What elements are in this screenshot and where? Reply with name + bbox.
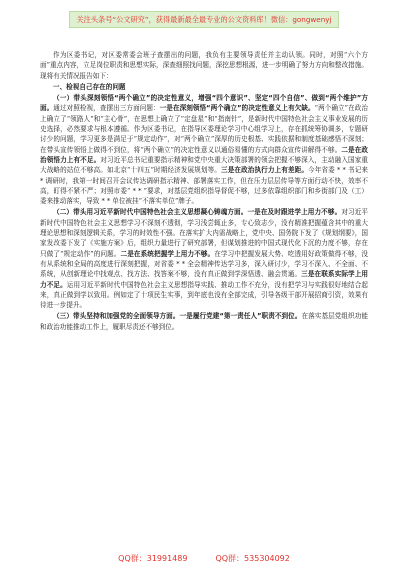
point-1-2-body: 对习近平总书记重要指示精神和党中央重大决策部署的领会把握不够深入，主动融入国家重大战略的站位不够高。如北京“十四五”时期经济发展规划等。 xyxy=(40,155,369,175)
subsection-1 xyxy=(40,93,368,206)
subsection-1-title: （一）带头深刻领悟“两个确立”的决定性意义，增强“四个意识”、坚定“四个自信”、做到“两个维护”方面。 xyxy=(40,94,368,113)
point-2-2-body: 在学习中把握发展大势、吃透用好政策做得不够，没有从系统和全局的高度进行深刻把握，对省委 * * 全会精神传达学习多，深入研讨少，学习不深入、不全面、不系统，从创新理论中找观点、找方法、找答案不够，没有真正做到学深悟透、融会贯通。 xyxy=(40,249,369,279)
document-body xyxy=(40,50,368,333)
point-2-3-body: 运用习近平新时代中国特色社会主义思想指导实践、推动工作不充分，没有把学习与实践很好地结合起来，真正做到学以致用。例如定了十项民生实事，到年底也没有全部完成，引导各级干部开展招商引资，效果有待进一步提升。 xyxy=(40,280,369,310)
footer xyxy=(0,553,408,564)
point-1-3-body: 今年省委 * * 书记来 * 调研时，我第一时间召开会议传达调研指示精神、部署落实工作，但在压力层层传导等方面行动不快，效率不高，盯得不紧不严；对照市委“ * * ”要求，对基层党组织指导督促不够，过多依靠组织部门和乡街部门及（工）委来推动落实，导致 * * 单位被挂“不落实单位”牌子。 xyxy=(40,166,369,206)
section-heading-1: 一、检视自己存在的问题 xyxy=(53,82,126,91)
promo-banner xyxy=(0,0,408,38)
subsection-2-title: （二）带头用习近平新时代中国特色社会主义思想凝心铸魂方面。 xyxy=(53,208,248,217)
subsection-2 xyxy=(40,207,368,310)
point-2-2-heading: 二是在系统把握学上用力不够。 xyxy=(120,249,215,258)
point-1-1-body: “两个确立”在政治上确立了“领路人”和“主心骨”，在思想上确立了“定盘星”和“指南针”，是新时代中国特色社会主义事业发展的历史选择，必然要求与根本遵循。作为区委书记，在指导区委理论学习中心组学习上，存在抓统筹协调多，专题研讨少的问题，学习更多是满足于“规定动作”，对“两个确立”深厚的历史根基、实践依据和制度基础感悟不深刻；在带头宣传领悟上做得不到位，将“两个确立”的决定性意义以通俗易懂的方式向群众宣传讲解得不够。 xyxy=(40,104,368,154)
subsection-3 xyxy=(40,311,368,332)
point-3-1-heading: 一是履行党建“第一责任人”职责不到位。 xyxy=(179,312,302,321)
promo-banner-text[interactable]: 关注头条号“公文研究”，获得最新最全最专业的公文资料库！微信：gongwenyj xyxy=(69,11,338,28)
subsection-3-title: （三）带头坚持和加强党的全面领导方面。 xyxy=(53,312,180,321)
point-1-2-heading: 二是在政治领悟力上有不足。 xyxy=(40,145,368,164)
intro-paragraph: 作为区委书记，对区委常委会班子查摆出的问题，我负有主要领导责任并主动认领。同时，对照“六个方面”重点内容，立足岗位职责和思想实际，深查细照找问题，深挖思想根源，进一步明确了努力方向和整改措施。现将有关情况报告如下： xyxy=(40,51,368,80)
point-3-1-body: 在落实基层党组织功能和政治功能推动工作上，履职尽责还不够到位。 xyxy=(40,312,368,331)
point-1-1-heading: 一是在深刻领悟“两个确立”的决定性意义上有欠缺。 xyxy=(159,104,315,113)
footer-qq-group-1: QQ群：31991489 xyxy=(118,554,188,563)
point-2-1-heading: 一是在及时跟进学上用力不够。 xyxy=(247,208,342,217)
point-2-1-body: 对习近平新时代中国特色社会主义思想学习不深刻不透彻，学习浅尝辄止多，专心致志少，没有精准把握蕴含其中的重大理论思想和深刻逻辑关系，学习的时效性不强。在落实扩大内需战略上，党中央、国务院下发了《规划纲要》，国家发改委下发了《实施方案》后，组织力量进行了研究部署，但谋划推进的中国式现代化下沉的力度不够，存在只做了“规定动作”的问题。 xyxy=(40,208,369,258)
point-1-3-heading: 三是在政治执行力上有差距。 xyxy=(221,166,309,175)
footer-qq-group-2: QQ群：535304092 xyxy=(215,554,290,563)
point-2-3-heading: 三是在联系实际学上用力不足。 xyxy=(40,270,368,289)
subsection-1-lead: 通过对照检视，查摆出三方面问题： xyxy=(53,104,160,113)
